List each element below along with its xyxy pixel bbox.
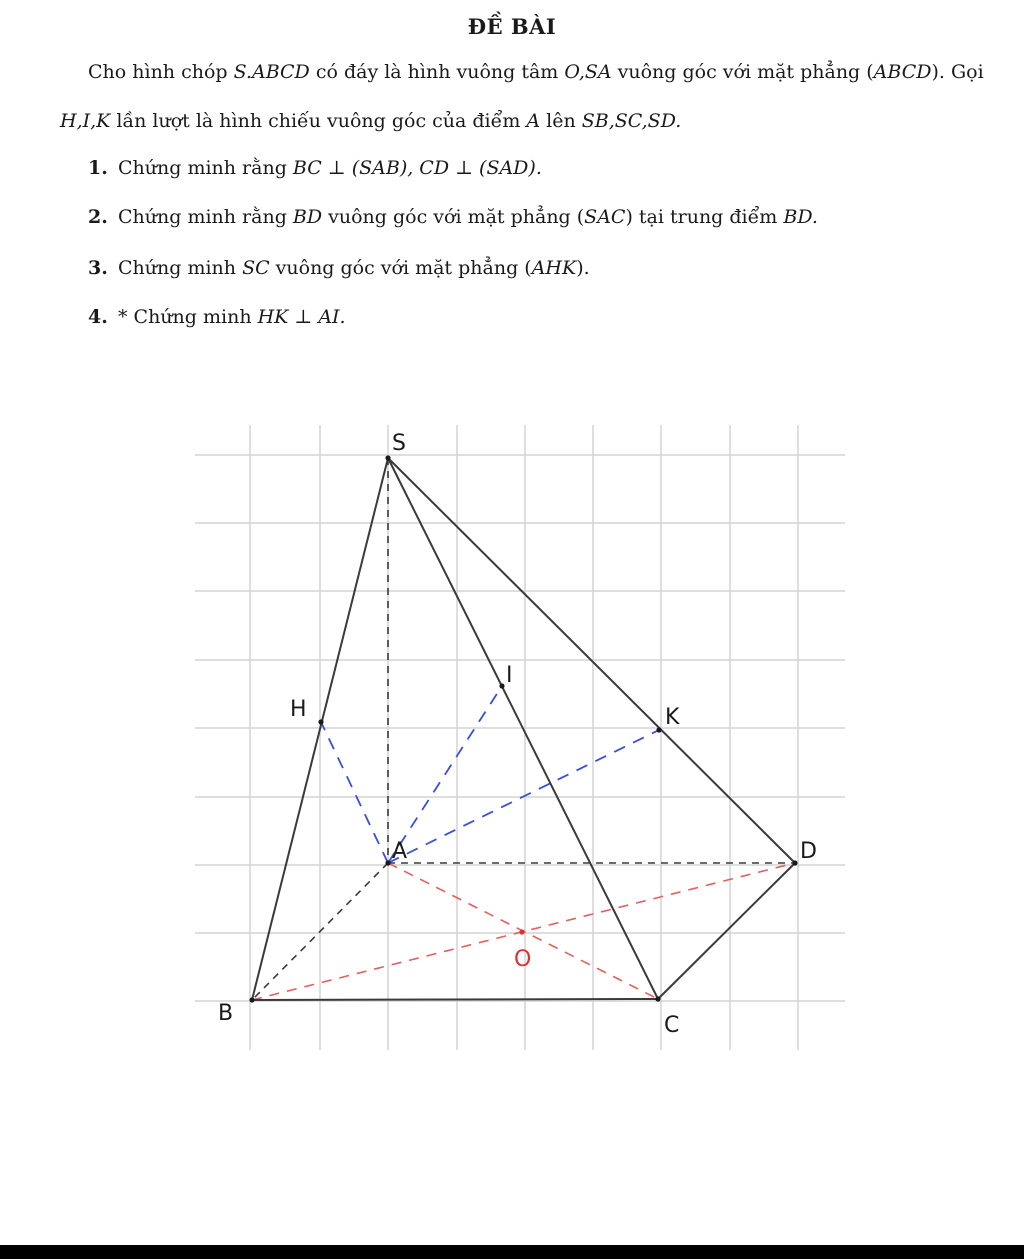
bottom-bar — [0, 1245, 1024, 1259]
label-B: B — [218, 1001, 234, 1026]
point-C — [655, 996, 660, 1001]
label-O: O — [514, 947, 532, 972]
point-O — [519, 929, 524, 934]
problem-intro-line-1: Cho hình chóp S.ABCD có đáy là hình vuông tâm O,SA vuông góc với mặt phẳng (ABCD). Gọi — [88, 61, 984, 83]
label-D: D — [800, 839, 817, 864]
label-S: S — [392, 431, 406, 456]
label-I: I — [506, 663, 513, 688]
point-H — [318, 719, 323, 724]
projection-lines — [321, 686, 659, 863]
point-D — [792, 860, 797, 865]
segment-AI — [388, 686, 502, 863]
label-H: H — [290, 697, 307, 722]
point-I — [499, 683, 504, 688]
point-B — [249, 997, 254, 1002]
visible-edges — [252, 458, 795, 1000]
question-item-2: 2. Chứng minh rằng BD vuông góc với mặt phẳng (SAC) tại trung điểm BD. — [88, 206, 818, 228]
problem-intro-line-2: H,I,K lần lượt là hình chiếu vuông góc của điểm A lên SB,SC,SD. — [60, 110, 682, 132]
pyramid-figure — [0, 400, 1024, 1080]
label-A: A — [392, 839, 408, 864]
label-K: K — [665, 705, 680, 730]
point-labels — [218, 431, 817, 1038]
label-C: C — [664, 1013, 680, 1038]
page-title: ĐỀ BÀI — [467, 14, 557, 39]
segment-AH — [321, 722, 388, 863]
edge-CD — [658, 863, 795, 999]
point-A — [385, 860, 390, 865]
edge-BC — [252, 999, 658, 1000]
question-item-1: 1. Chứng minh rằng BC ⊥ (SAB), CD ⊥ (SAD). — [88, 157, 542, 179]
point-K — [656, 727, 661, 732]
question-item-3: 3. Chứng minh SC vuông góc với mặt phẳng (AHK). — [88, 257, 590, 279]
question-item-4: 4. * Chứng minh HK ⊥ AI. — [88, 306, 346, 328]
point-S — [385, 455, 390, 460]
